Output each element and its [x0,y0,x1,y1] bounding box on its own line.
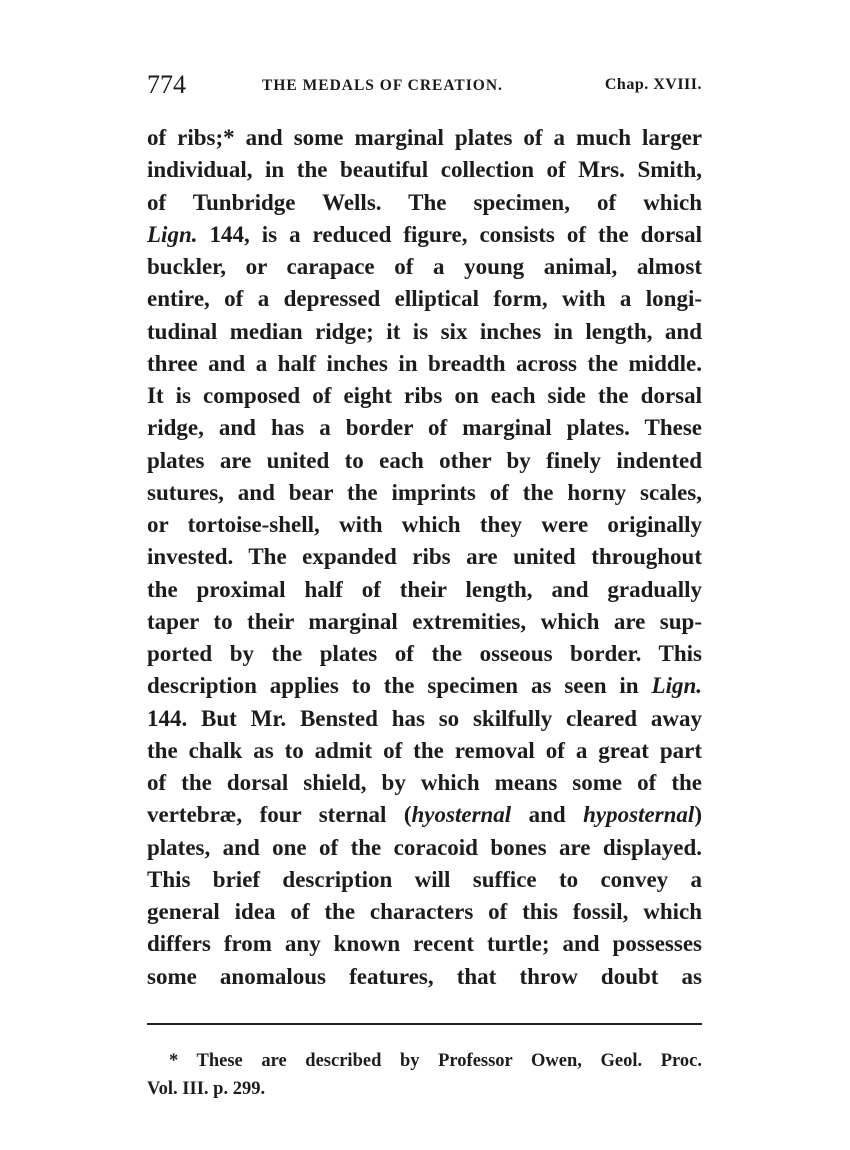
text-line: some anomalous features, that throw doubt as [147,963,702,989]
text-line: the chalk as to admit of the removal of a great part [147,737,702,763]
text-line: description applies to the specimen as seen in Lign. [147,673,702,699]
text-line: sutures, and bear the imprints of the horny scales, [147,479,702,505]
text-line: three and a half inches in breadth across the middle. [147,350,702,376]
text-line: or tortoise-shell, with which they were originally [147,512,702,537]
text-line: ridge, and has a border of marginal plates. These [147,415,702,441]
text-line: buckler, or carapace of a young animal, almost [147,254,702,279]
footnote [147,1047,702,1103]
text-line: of the dorsal shield, by which means some of the [147,770,702,795]
page-number: 774 [147,70,186,99]
text-line: of ribs;* and some marginal plates of a much larger [147,125,702,150]
text-line: individual, in the beautiful collection of Mrs. Smith, [147,157,702,183]
text-line: Lign. 144, is a reduced figure, consists of the dorsal [147,221,702,247]
text-line: plates, and one of the coracoid bones are displayed. [147,834,702,860]
book-page [147,62,702,1103]
text-line: the proximal half of their length, and gradually [147,576,702,602]
text-line: of Tunbridge Wells. The specimen, of which [147,189,702,215]
running-title: THE MEDALS OF CREATION. [262,77,503,94]
text-line: 144. But Mr. Bensted has so skilfully cleared away [147,705,702,731]
text-line: ported by the plates of the osseous border. This [147,641,702,666]
text-line: invested. The expanded ribs are united throughout [147,544,702,570]
text-line: This brief description will suffice to convey a [147,866,702,892]
text-line: It is composed of eight ribs on each side the dorsal [147,383,702,408]
italic-term: hyposternal [583,802,695,828]
footnote-divider [147,1023,702,1025]
running-head [147,62,702,102]
text-line: vertebræ, four sternal (hyosternal and hyposternal) [147,802,702,828]
footnote-line: * These are described by Professor Owen, Geol. Proc. [169,1050,702,1071]
text-line: differs from any known recent turtle; and possesses [147,931,702,957]
footnote-line: Vol. III. p. 299. [147,1078,266,1099]
body-text [147,122,702,993]
text-line: tudinal median ridge; it is six inches in length, and [147,318,702,344]
text-line: entire, of a depressed elliptical form, with a longi- [147,286,702,312]
chapter-reference: Chap. XVIII. [604,76,702,93]
text-line: plates are united to each other by finely indented [147,447,702,473]
figure-reference: Lign. [651,673,702,699]
text-line: general idea of the characters of this fossil, which [147,899,702,924]
text-line: taper to their marginal extremities, which are sup- [147,608,702,634]
italic-term: hyosternal [411,802,512,828]
figure-reference: Lign. [147,221,198,247]
